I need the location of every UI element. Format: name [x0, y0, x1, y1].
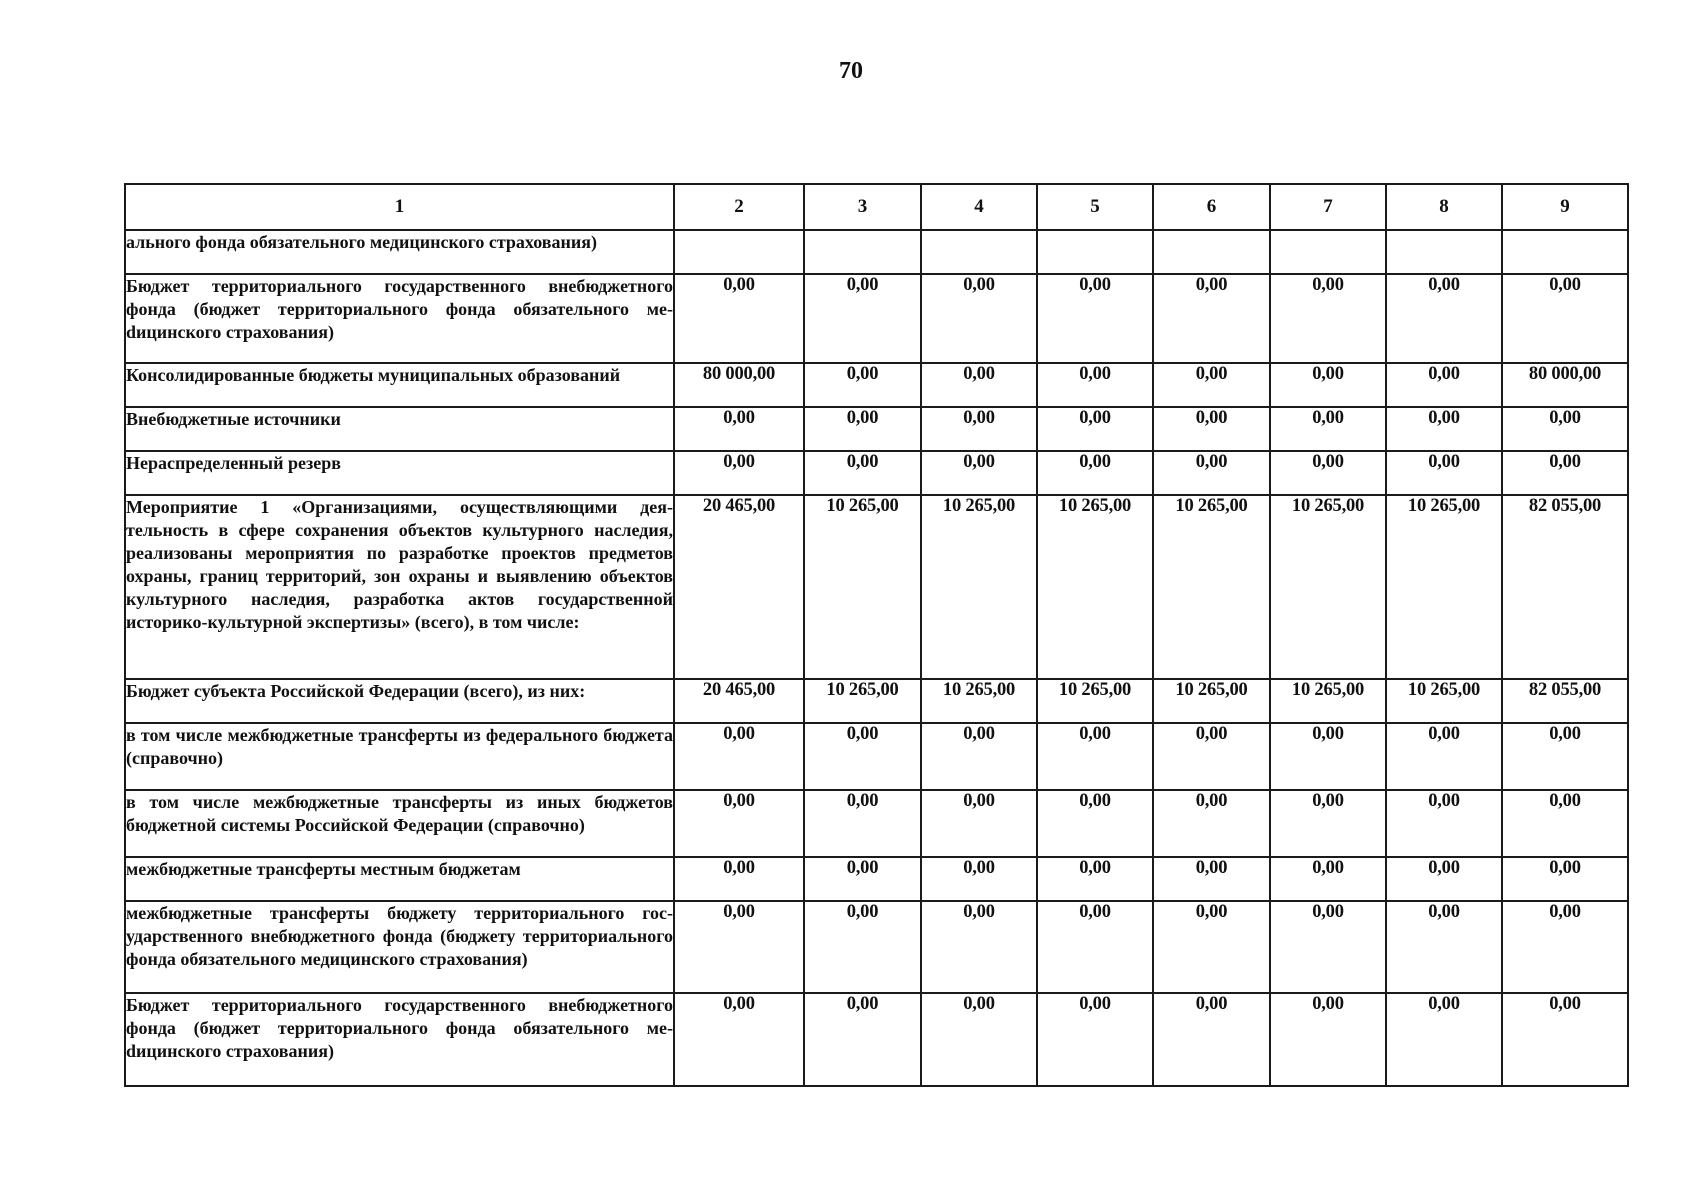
row-label: межбюджетные трансферты бюджету территориального государственного внебюджетного фонда (бюджету территориального фонда обязательного медицинского страхования) [125, 901, 674, 993]
value-cell: 10 265,00 [921, 495, 1037, 679]
value-cell: 0,00 [921, 451, 1037, 495]
value-cell: 0,00 [1037, 407, 1153, 451]
value-cell: 0,00 [921, 993, 1037, 1086]
row-label: межбюджетные трансферты местным бюджетам [125, 857, 674, 901]
value-cell: 0,00 [1037, 363, 1153, 407]
value-cell: 0,00 [804, 901, 921, 993]
row-label: Бюджет территориального государственного внебюджетного фонда (бюджет территориального фонда обязательного меdицинского страхования) [125, 993, 674, 1086]
value-cell: 0,00 [804, 723, 921, 790]
value-cell [1270, 230, 1386, 274]
column-header: 8 [1386, 184, 1502, 230]
column-header: 3 [804, 184, 921, 230]
header-row [125, 184, 1628, 230]
value-cell: 82 055,00 [1502, 495, 1628, 679]
value-cell: 10 265,00 [1037, 679, 1153, 723]
value-cell: 0,00 [1153, 363, 1270, 407]
value-cell: 0,00 [1270, 274, 1386, 363]
value-cell: 0,00 [1153, 790, 1270, 857]
value-cell: 0,00 [921, 407, 1037, 451]
table-row [125, 230, 1628, 274]
value-cell: 0,00 [1386, 363, 1502, 407]
value-cell: 0,00 [921, 857, 1037, 901]
value-cell: 10 265,00 [1270, 679, 1386, 723]
value-cell: 80 000,00 [674, 363, 804, 407]
value-cell: 0,00 [1502, 274, 1628, 363]
value-cell: 82 055,00 [1502, 679, 1628, 723]
value-cell: 0,00 [1502, 901, 1628, 993]
value-cell: 0,00 [674, 857, 804, 901]
page-number: 70 [839, 58, 863, 84]
value-cell: 0,00 [674, 407, 804, 451]
value-cell [921, 230, 1037, 274]
value-cell: 0,00 [1502, 451, 1628, 495]
value-cell: 0,00 [1037, 790, 1153, 857]
value-cell [674, 230, 804, 274]
value-cell: 0,00 [1270, 993, 1386, 1086]
value-cell: 0,00 [804, 790, 921, 857]
value-cell: 0,00 [1270, 790, 1386, 857]
value-cell: 0,00 [1037, 723, 1153, 790]
budget-table [124, 183, 1629, 1087]
value-cell: 0,00 [674, 274, 804, 363]
table-row [125, 274, 1628, 363]
value-cell: 0,00 [1386, 407, 1502, 451]
column-header: 4 [921, 184, 1037, 230]
value-cell: 0,00 [1386, 274, 1502, 363]
value-cell: 0,00 [1386, 451, 1502, 495]
column-header: 6 [1153, 184, 1270, 230]
row-label: ального фонда обязательного медицинского страхования) [125, 230, 674, 274]
column-header: 1 [125, 184, 674, 230]
value-cell: 80 000,00 [1502, 363, 1628, 407]
value-cell: 0,00 [674, 993, 804, 1086]
value-cell: 0,00 [1386, 857, 1502, 901]
value-cell: 0,00 [1037, 274, 1153, 363]
value-cell: 0,00 [674, 901, 804, 993]
table-row [125, 901, 1628, 993]
value-cell: 0,00 [1153, 723, 1270, 790]
value-cell: 0,00 [1386, 901, 1502, 993]
row-label: Мероприятие 1 «Организациями, осуществляющими деятельность в сфере сохранения объектов культурного наследия, реализованы мероприятия по разработке проектов предметов охраны, границ территорий, зон охраны и выявлению объектов культурного наследия, разработка актов государственной историко-культурной экспертизы» (всего), в том числе: [125, 495, 674, 679]
value-cell [1037, 230, 1153, 274]
value-cell [1386, 230, 1502, 274]
row-label: Бюджет субъекта Российской Федерации (всего), из них: [125, 679, 674, 723]
value-cell: 10 265,00 [1153, 495, 1270, 679]
row-label: в том числе межбюджетные трансферты из федерального бюджета (справочно) [125, 723, 674, 790]
value-cell: 0,00 [1153, 993, 1270, 1086]
value-cell: 0,00 [674, 723, 804, 790]
value-cell: 0,00 [1270, 407, 1386, 451]
value-cell [804, 230, 921, 274]
table-row [125, 723, 1628, 790]
row-label: в том числе межбюджетные трансферты из иных бюджетов бюджетной системы Российской Федерации (справочно) [125, 790, 674, 857]
table-body [125, 230, 1628, 1086]
table-row [125, 993, 1628, 1086]
value-cell: 10 265,00 [804, 495, 921, 679]
value-cell: 0,00 [1037, 857, 1153, 901]
value-cell: 0,00 [1502, 993, 1628, 1086]
value-cell: 0,00 [804, 407, 921, 451]
value-cell: 0,00 [1153, 857, 1270, 901]
table-row [125, 495, 1628, 679]
value-cell: 0,00 [1386, 790, 1502, 857]
value-cell: 0,00 [804, 363, 921, 407]
value-cell: 0,00 [921, 723, 1037, 790]
value-cell: 10 265,00 [921, 679, 1037, 723]
value-cell: 0,00 [1502, 790, 1628, 857]
table-row [125, 679, 1628, 723]
value-cell: 0,00 [804, 857, 921, 901]
table-row [125, 790, 1628, 857]
value-cell: 0,00 [1153, 451, 1270, 495]
value-cell: 0,00 [674, 451, 804, 495]
value-cell: 0,00 [1037, 993, 1153, 1086]
value-cell: 0,00 [1153, 407, 1270, 451]
value-cell: 10 265,00 [1270, 495, 1386, 679]
value-cell: 10 265,00 [1153, 679, 1270, 723]
value-cell: 0,00 [1153, 901, 1270, 993]
value-cell: 0,00 [1037, 451, 1153, 495]
table-row [125, 407, 1628, 451]
row-label: Нераспределенный резерв [125, 451, 674, 495]
value-cell: 0,00 [1502, 407, 1628, 451]
value-cell: 0,00 [1270, 451, 1386, 495]
column-header: 9 [1502, 184, 1628, 230]
value-cell: 0,00 [1270, 363, 1386, 407]
value-cell: 20 465,00 [674, 679, 804, 723]
column-header: 7 [1270, 184, 1386, 230]
value-cell: 0,00 [1270, 857, 1386, 901]
value-cell: 0,00 [1270, 723, 1386, 790]
value-cell: 10 265,00 [1037, 495, 1153, 679]
value-cell: 0,00 [804, 451, 921, 495]
column-header: 5 [1037, 184, 1153, 230]
value-cell: 0,00 [921, 274, 1037, 363]
table-row [125, 857, 1628, 901]
table-row [125, 363, 1628, 407]
row-label: Внебюджетные источники [125, 407, 674, 451]
value-cell: 0,00 [674, 790, 804, 857]
value-cell: 0,00 [921, 790, 1037, 857]
value-cell: 0,00 [804, 274, 921, 363]
table-row [125, 451, 1628, 495]
value-cell: 0,00 [804, 993, 921, 1086]
column-header: 2 [674, 184, 804, 230]
value-cell: 0,00 [1037, 901, 1153, 993]
row-label: Бюджет территориального государственного внебюджетного фонда (бюджет территориального фонда обязательного меdицинского страхования) [125, 274, 674, 363]
value-cell: 0,00 [921, 901, 1037, 993]
value-cell: 10 265,00 [804, 679, 921, 723]
value-cell: 0,00 [1153, 274, 1270, 363]
value-cell: 0,00 [1386, 993, 1502, 1086]
value-cell: 0,00 [1386, 723, 1502, 790]
row-label: Консолидированные бюджеты муниципальных образований [125, 363, 674, 407]
value-cell: 10 265,00 [1386, 679, 1502, 723]
value-cell: 0,00 [1502, 857, 1628, 901]
value-cell: 10 265,00 [1386, 495, 1502, 679]
value-cell [1153, 230, 1270, 274]
value-cell: 20 465,00 [674, 495, 804, 679]
value-cell: 0,00 [1270, 901, 1386, 993]
value-cell: 0,00 [1502, 723, 1628, 790]
value-cell [1502, 230, 1628, 274]
value-cell: 0,00 [921, 363, 1037, 407]
